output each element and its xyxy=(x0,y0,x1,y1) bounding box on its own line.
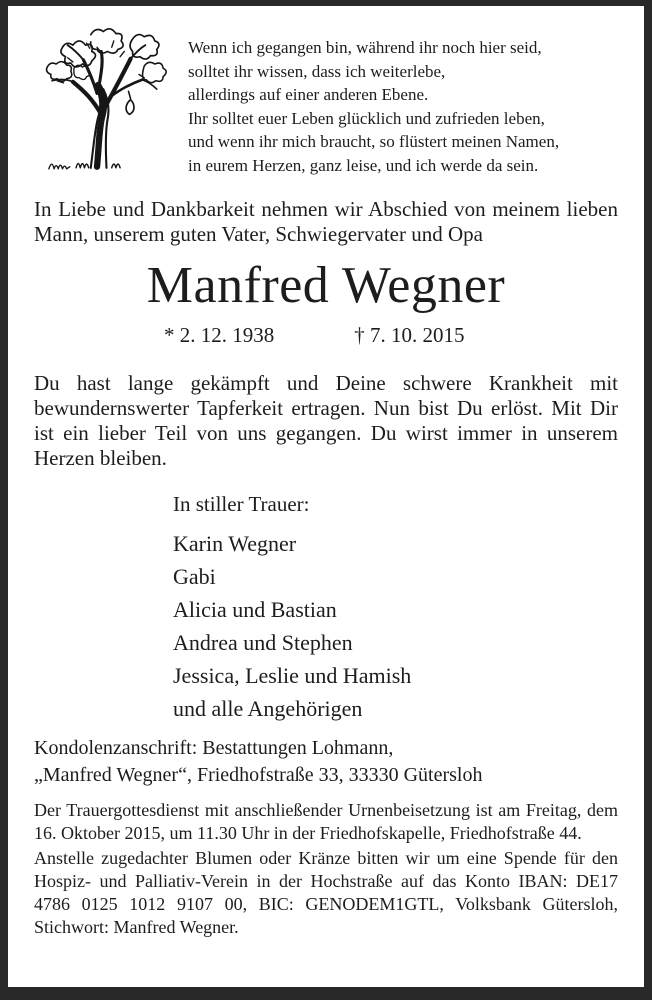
mourning-label: In stiller Trauer: xyxy=(173,492,310,516)
mourner-name: Jessica, Leslie und Hamish xyxy=(173,663,412,688)
deceased-name: Manfred Wegner xyxy=(146,257,506,314)
service-info-paragraph: Der Trauergottesdienst mit anschließender Urnenbeisetzung ist am Freitag, dem 16. Oktober 2015, um 11.30 Uhr in der Friedhofskapelle, Friedhofstraße 44. xyxy=(34,800,618,843)
mourner-name: Gabi xyxy=(173,564,216,589)
donation-info-paragraph: Anstelle zugedachter Blumen oder Kränze bitten wir um eine Spende für den Hospiz- und Palliativ-Verein in der Hochstraße auf das Konto IBAN: DE17 4786 0125 1012 9107 00, BIC: GENODEM1GTL, Volksbank Gütersloh, Stichwort: Manfred Wegner. xyxy=(34,848,618,937)
poem-line: solltet ihr wissen, dass ich weiterlebe, xyxy=(188,61,446,81)
intro-paragraph: In Liebe und Dankbarkeit nehmen wir Abschied von meinem lieben Mann, unserem guten Vater, Schwiegervater und Opa xyxy=(34,197,618,246)
tree-sketch-icon xyxy=(36,20,178,177)
poem-line: allerdings auf einer anderen Ebene. xyxy=(188,85,429,104)
mourner-name: und alle Angehörigen xyxy=(173,696,363,721)
poem-line: Wenn ich gegangen bin, während ihr noch hier seid, xyxy=(188,38,542,57)
mourner-name: Andrea und Stephen xyxy=(173,630,353,655)
poem-line: und wenn ihr mich braucht, so flüstert meinen Namen, xyxy=(188,132,560,151)
death-date: † 7. 10. 2015 xyxy=(354,323,465,347)
mourners-list xyxy=(173,527,618,725)
tree-sketch-drawing xyxy=(36,20,178,172)
condolence-address xyxy=(34,735,618,789)
condolence-address-line2: „Manfred Wegner“, Friedhofstraße 33, 33330 Gütersloh xyxy=(34,764,483,786)
obituary-notice xyxy=(8,6,644,987)
mourner-name: Karin Wegner xyxy=(173,531,297,556)
birth-date: * 2. 12. 1938 xyxy=(164,323,275,347)
poem-line: Ihr solltet euer Leben glücklich und zufrieden leben, xyxy=(188,108,545,128)
notice-header xyxy=(34,20,618,175)
condolence-address-line1: Kondolenzanschrift: Bestattungen Lohmann, xyxy=(34,737,394,759)
poem-line: in eurem Herzen, ganz leise, und ich werde da sein. xyxy=(188,155,539,175)
memorial-poem xyxy=(188,20,559,177)
tribute-paragraph: Du hast lange gekämpft und Deine schwere Krankheit mit bewundernswerter Tapferkeit ertragen. Nun bist Du erlöst. Mit Dir ist ein lieber Teil von uns gegangen. Du wirst immer in unserem Herzen bleiben. xyxy=(34,371,618,470)
life-dates xyxy=(164,323,618,347)
mourner-name: Alicia und Bastian xyxy=(173,597,337,622)
